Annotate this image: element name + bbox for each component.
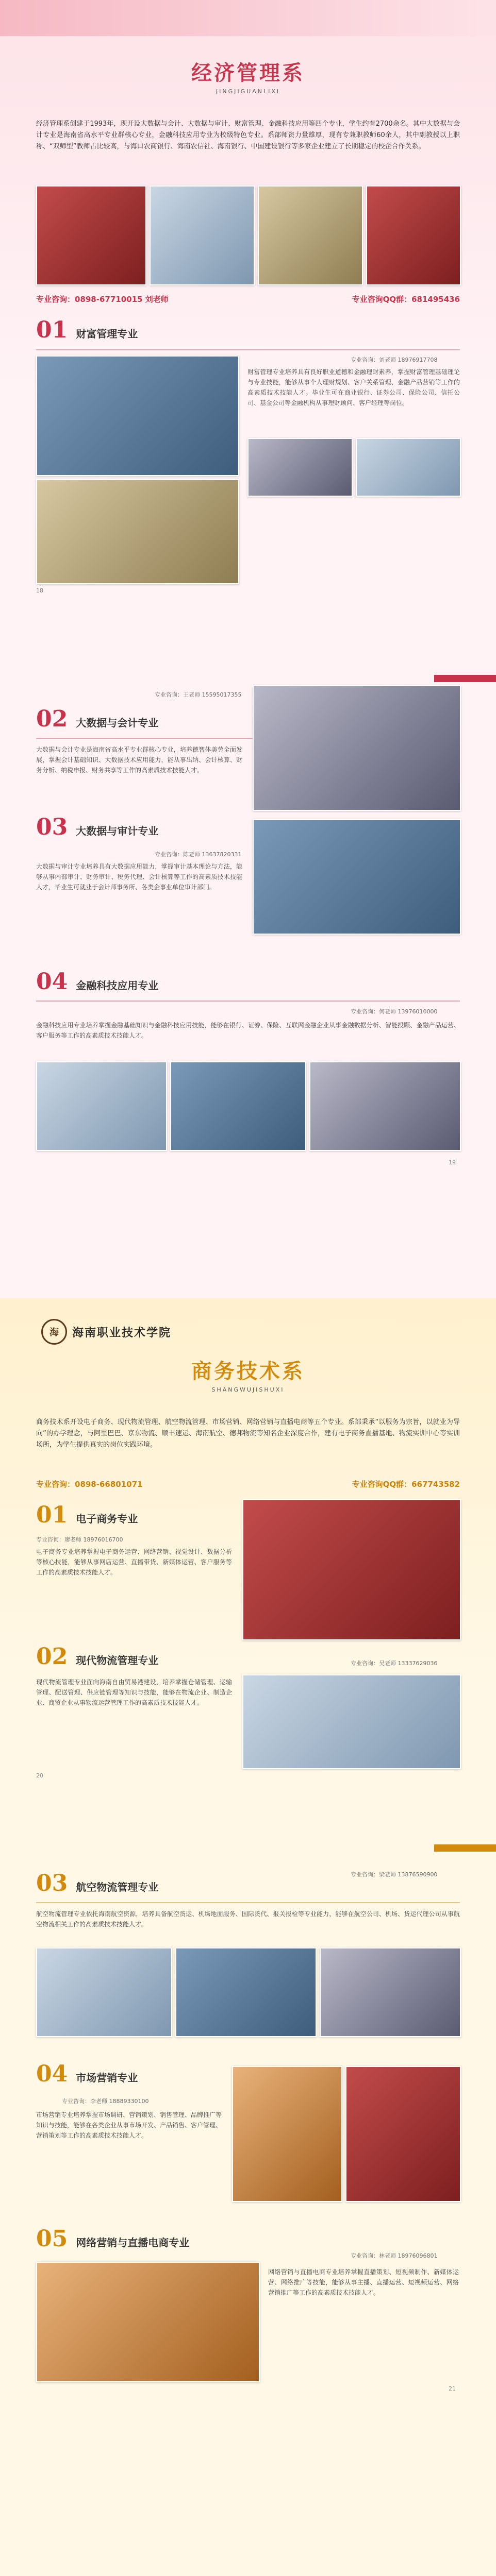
major-description: 财富管理专业培养具有良好职业道德和金融理财素养，掌握财富管理基础理论与专业技能，能够从事个人理财规划、客户关系管理、金融产品营销等工作的高素质技术技能人才。毕业生可在商业银行、证券公司、保险公司、信托公司、基金公司等金融机构从事理财顾问、客户经理等岗位。 xyxy=(247,368,460,406)
banner-photo xyxy=(366,185,461,285)
major-photo xyxy=(36,355,239,476)
certificates-photo xyxy=(150,185,255,285)
section-intro: 经济管理系创建于1993年，现开设大数据与会计、大数据与审计、财富管理、金融科技应用等四个专业，学生约有2700余名。其中大数据与会计专业是海南省高水平专业群核心专业，金融科技应用专业为校级特色专业。系部师资力量雄厚，现有专兼职教师60余人，其中副教授以上职称、“双师型”教师占比较高，与海口农商银行、海南农信社、海南银行、中国建设银行等多家企业建立了长期稳定的校企合作关系。 xyxy=(36,120,460,150)
major-heading xyxy=(36,1643,158,1670)
major-description: 航空物流管理专业依托海南航空资源，培养具备航空货运、机场地面服务、国际货代、报关报检等专业能力，能够在航空公司、机场、货运代理公司从事航空物流相关工作的高素质技术技能人才。 xyxy=(36,1910,460,1928)
major-name: 大数据与审计专业 xyxy=(76,825,159,837)
section-contact xyxy=(36,294,460,304)
major-description: 大数据与审计专业培养具有大数据应用能力，掌握审计基本理论与方法，能够从事内部审计、财务审计、税务代理、会计核算等工作的高素质技术技能人才，毕业生可就业于会计师事务所、各类企事业单位审计部门。 xyxy=(36,863,242,891)
major-phone: 专业咨询：梁老师 13876590900 xyxy=(351,1871,438,1878)
section-pinyin: JINGJIGUANLIXI xyxy=(216,88,280,95)
major-phone: 专业咨询：林老师 18976096801 xyxy=(351,2252,438,2259)
major-phone: 专业咨询：廖老师 18976016700 xyxy=(36,1536,123,1543)
major-photo xyxy=(170,1061,306,1151)
major-heading xyxy=(36,814,158,840)
major-photo xyxy=(242,1499,461,1640)
event-photo xyxy=(36,185,146,285)
section-header xyxy=(0,1298,496,1401)
major-number: 04 xyxy=(36,969,68,995)
major-description: 电子商务专业培养掌握电子商务运营、网络营销、视觉设计、数据分析等核心技能，能够从事网店运营、直播带货、新媒体运营、客户服务等工作的高素质技术技能人才。 xyxy=(36,1548,232,1576)
major-heading xyxy=(36,1502,138,1528)
major-number: 03 xyxy=(36,814,68,840)
major-number: 01 xyxy=(36,1502,68,1528)
major-number: 01 xyxy=(36,317,68,343)
divider xyxy=(36,1001,460,1002)
major-photo xyxy=(36,2262,260,2382)
major-name: 财富管理专业 xyxy=(76,328,138,340)
section-header xyxy=(0,0,496,103)
contact-qq: 专业咨询QQ群：667743582 xyxy=(352,1480,460,1489)
major-description: 大数据与会计专业是海南省高水平专业群核心专业，培养德智体美劳全面发展，掌握会计基础知识、大数据技术应用能力，能从事出纳、会计核算、财务分析、纳税申报、财务共享等工作的高素质技术技能人才。 xyxy=(36,746,242,774)
major-phone: 专业咨询：王老师 15595017355 xyxy=(155,691,242,698)
major-photo xyxy=(253,685,461,811)
page-number: 19 xyxy=(449,1159,456,1166)
major-description: 现代物流管理专业面向海南自由贸易港建设，培养掌握仓储管理、运输管理、配送管理、供应链管理等知识与技能，能够在物流企业、制造企业、商贸企业从事物流运营管理工作的高素质技术技能人才。 xyxy=(36,1679,232,1706)
business-technology-section xyxy=(0,1298,496,2576)
divider xyxy=(36,1902,460,1903)
major-phone: 专业咨询：何老师 13976010000 xyxy=(351,1008,438,1015)
section-intro: 商务技术系开设电子商务、现代物流管理、航空物流管理、市场营销、网络营销与直播电商等五个专业。系部秉承“以服务为宗旨，以就业为导向”的办学理念，与阿里巴巴、京东物流、顺丰速运、海南航空、德邦物流等知名企业深度合作，建有电子商务直播基地、物流实训中心等实训场所，为学生提供真实的岗位实践环境。 xyxy=(36,1418,460,1449)
contact-phone: 专业咨询：0898-67710015 刘老师 xyxy=(36,295,169,304)
section-title: 商务技术系 xyxy=(191,1359,305,1383)
major-name: 电子商务专业 xyxy=(76,1513,138,1525)
major-photo xyxy=(36,479,239,584)
major-photo xyxy=(320,1947,461,2037)
major-number: 04 xyxy=(36,2061,68,2087)
major-heading xyxy=(36,317,138,343)
page-number: 20 xyxy=(36,1772,43,1779)
page-number: 18 xyxy=(36,587,43,594)
major-photo xyxy=(253,819,461,935)
major-number: 05 xyxy=(36,2226,68,2252)
major-number: 02 xyxy=(36,706,68,732)
major-name: 现代物流管理专业 xyxy=(76,1654,159,1667)
major-name: 市场营销专业 xyxy=(76,2072,138,2084)
contact-phone: 专业咨询：0898-66801071 xyxy=(36,1480,143,1489)
major-photo xyxy=(247,438,353,497)
major-phone: 专业咨询：陈老师 13637820331 xyxy=(155,851,242,858)
major-number: 02 xyxy=(36,1643,68,1670)
major-heading xyxy=(36,706,158,732)
major-heading xyxy=(36,969,158,995)
major-number: 03 xyxy=(36,1870,68,1896)
page-number: 21 xyxy=(449,2385,456,2392)
major-phone: 专业咨询：吴老师 13337629036 xyxy=(351,1660,438,1667)
major-name: 大数据与会计专业 xyxy=(76,717,159,729)
major-photo xyxy=(345,2066,461,2202)
school-logo xyxy=(41,1319,171,1345)
section-title: 经济管理系 xyxy=(191,61,305,85)
major-description: 市场营销专业培养掌握市场调研、营销策划、销售管理、品牌推广等知识与技能，能够在各类企业从事市场开发、产品销售、客户管理、营销策划等工作的高素质技术技能人才。 xyxy=(36,2111,222,2139)
corner-stripe xyxy=(434,1844,496,1852)
major-photo xyxy=(309,1061,461,1151)
major-name: 网络营销与直播电商专业 xyxy=(76,2236,190,2249)
award-photo xyxy=(258,185,363,285)
corner-stripe xyxy=(434,675,496,682)
major-heading xyxy=(36,1870,158,1896)
major-description: 网络营销与直播电商专业培养掌握直播策划、短视频制作、新媒体运营、网络推广等技能，能够从事主播、直播运营、短视频运营、网络营销推广等工作的高素质技术技能人才。 xyxy=(268,2268,459,2296)
major-name: 航空物流管理专业 xyxy=(76,1881,159,1893)
contact-qq: 专业咨询QQ群：681495436 xyxy=(352,295,460,304)
major-description: 金融科技应用专业培养掌握金融基础知识与金融科技应用技能，能够在银行、证券、保险、互联网金融企业从事金融数据分析、智能投顾、金融产品运营、客户服务等工作的高素质技术技能人才。 xyxy=(36,1022,460,1039)
major-photo xyxy=(36,1947,172,2037)
major-phone: 专业咨询：李老师 18889330100 xyxy=(62,2098,149,2105)
partner-logos xyxy=(242,1674,461,1769)
logo-emblem: 海 xyxy=(41,1319,67,1345)
major-phone: 专业咨询：刘老师 18976917708 xyxy=(351,357,438,363)
logo-text: 海南职业技术学院 xyxy=(72,1326,172,1340)
major-name: 金融科技应用专业 xyxy=(76,979,159,992)
divider xyxy=(36,349,460,350)
major-photo xyxy=(232,2066,342,2202)
major-heading xyxy=(36,2226,189,2252)
major-photo xyxy=(175,1947,317,2037)
major-photo xyxy=(356,438,461,497)
major-photo xyxy=(36,1061,167,1151)
major-heading xyxy=(36,2061,138,2087)
section-pinyin: SHANGWUJISHUXI xyxy=(211,1386,285,1393)
section-contact xyxy=(36,1479,460,1489)
